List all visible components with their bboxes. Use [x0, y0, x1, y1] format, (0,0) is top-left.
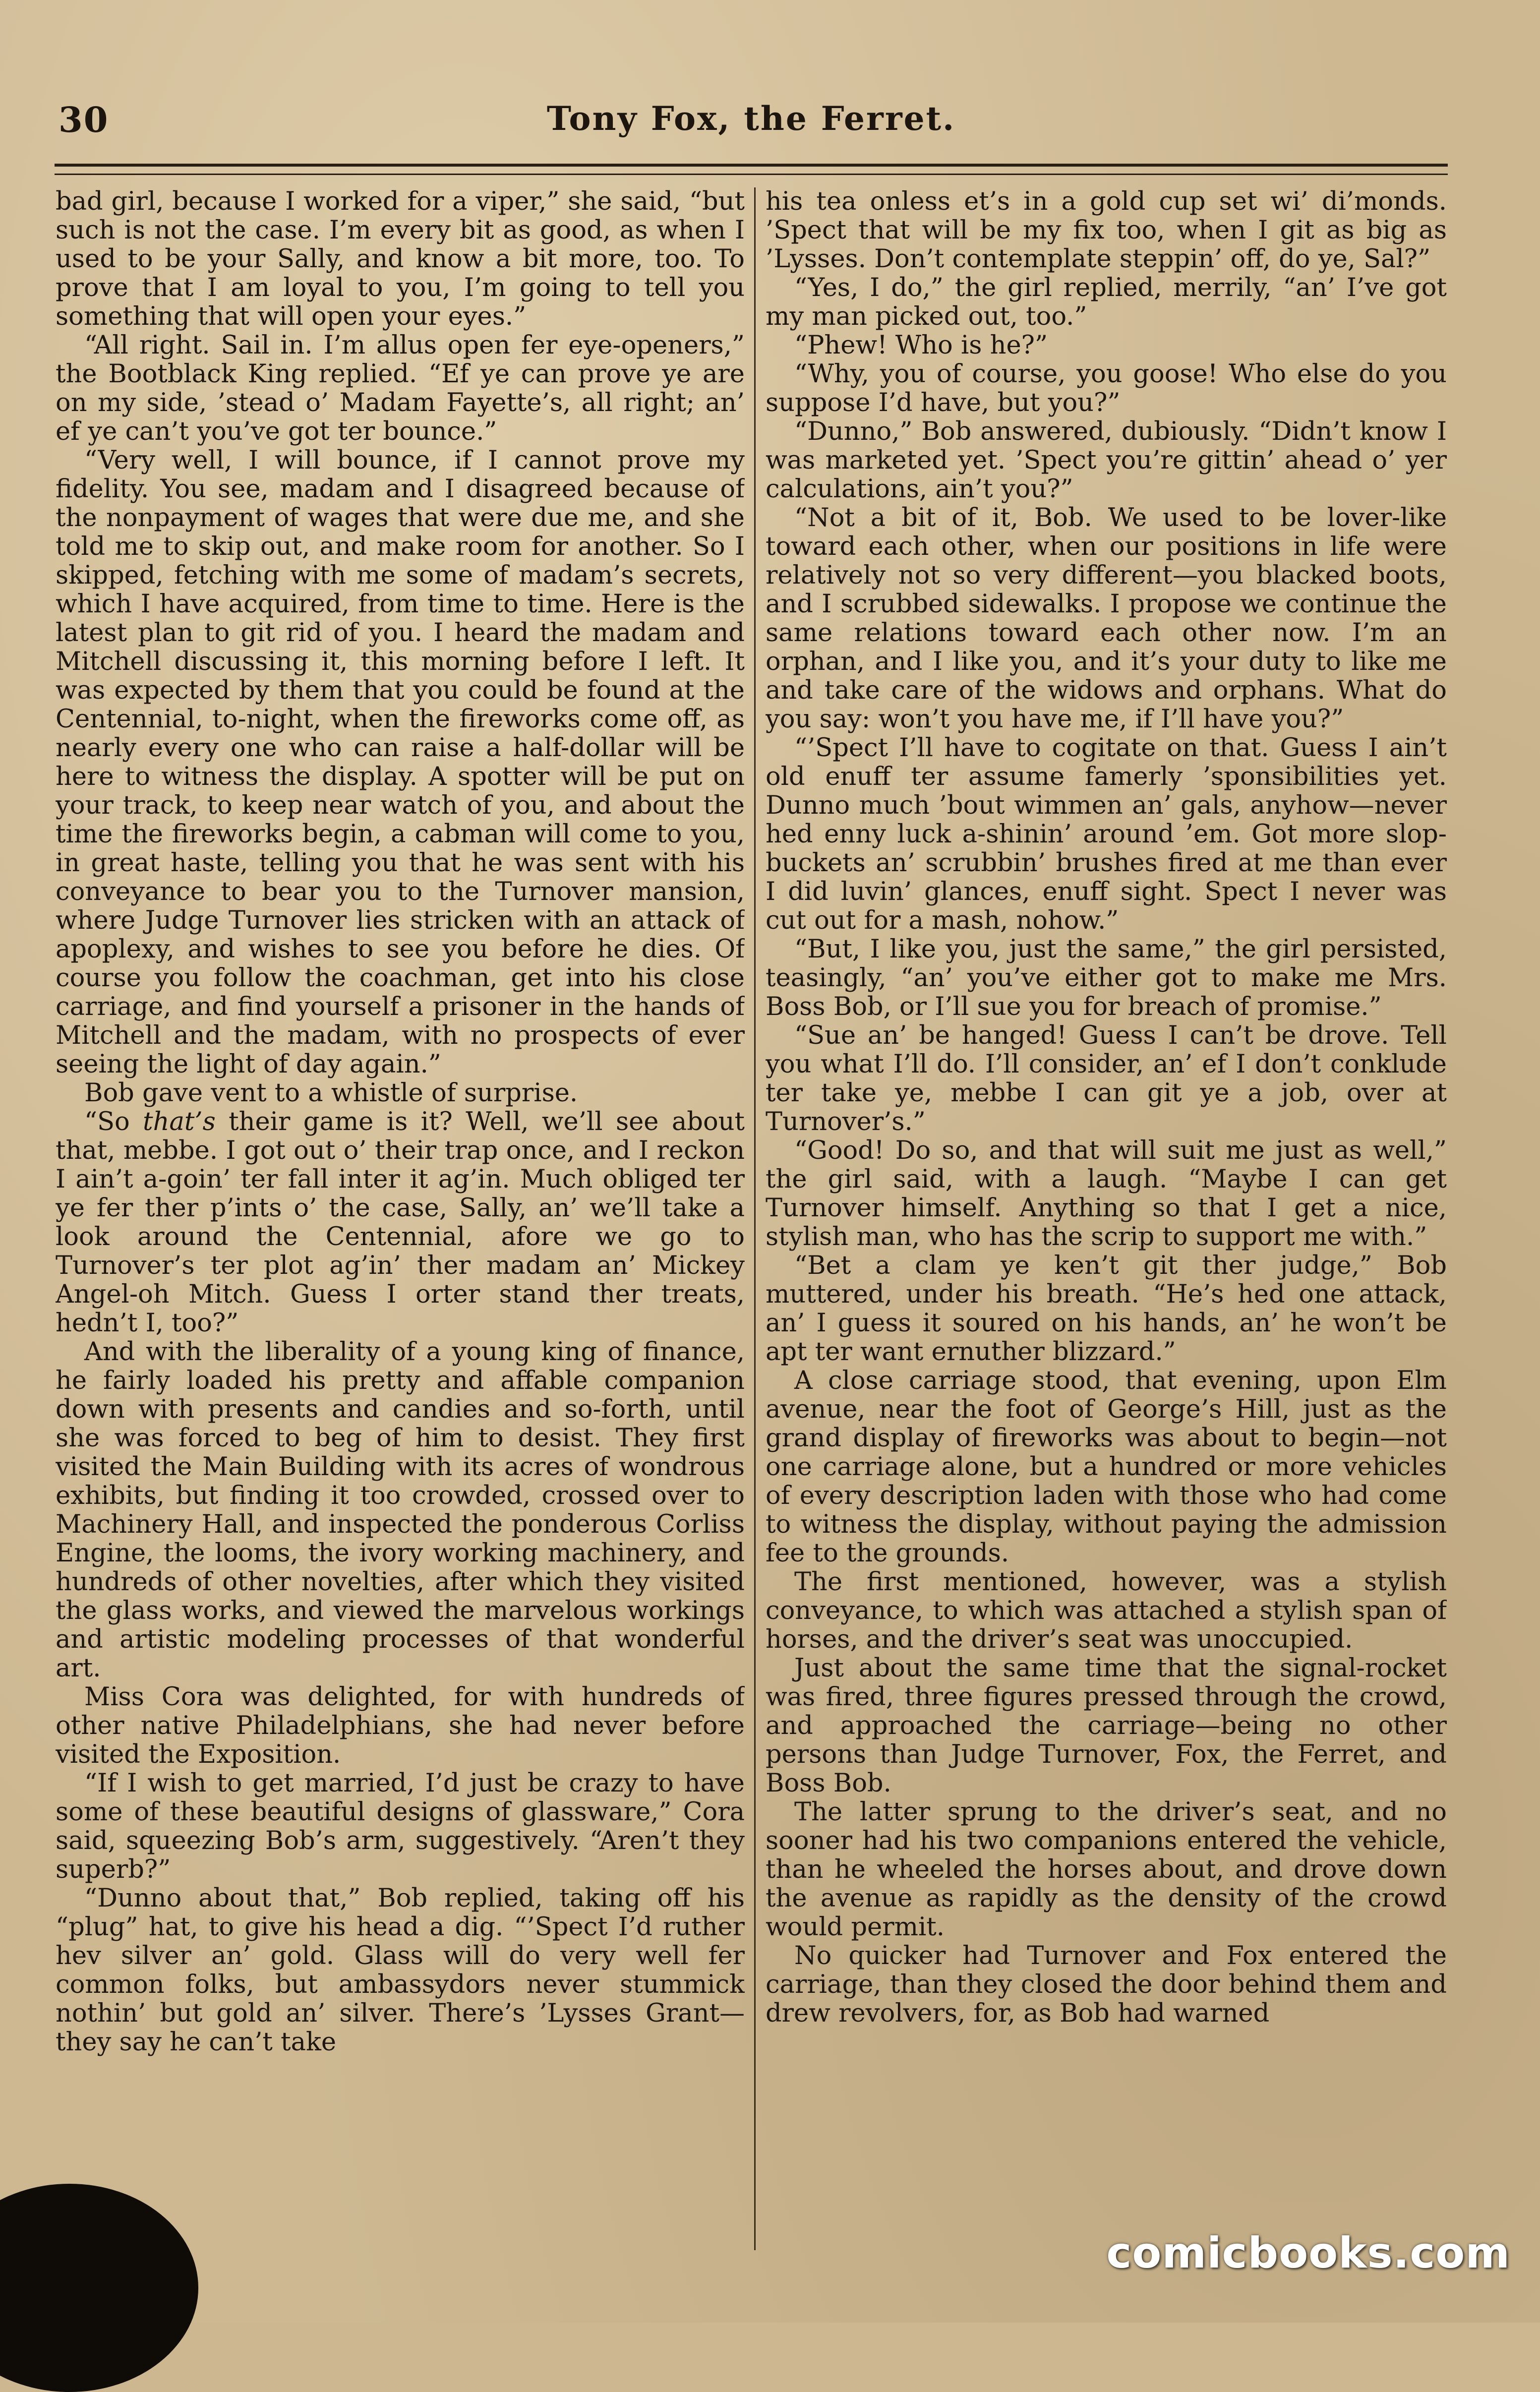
paragraph-text: The latter sprung to the driver’s seat, and no sooner had his two companions entered the vehicle, than he wheeled the horses about, and drove down the avenue as rapidly as the density of the crowd would permit. [766, 1797, 1447, 1942]
paragraph-text: “Phew! Who is he?” [794, 331, 1048, 360]
paragraph-text: Bob gave vent to a whistle of surprise. [84, 1078, 578, 1108]
paragraph [766, 331, 1447, 360]
right-column [766, 187, 1447, 2250]
paragraph [766, 360, 1447, 418]
paragraph [56, 446, 745, 1079]
page-header [55, 99, 1448, 154]
paragraph-text: “Yes, I do,” the girl replied, merrily, “an’ I’ve got my man picked out, too.” [766, 273, 1447, 331]
paragraph [766, 1798, 1447, 1942]
paragraph-text: “Not a bit of it, Bob. We used to be lover-like toward each other, when our positions in life were relatively not so very different—you blacked boots, and I scrubbed sidewalks. I propose we continue the same relations toward each other now. I’m an orphan, and I like you, and it’s your duty to like me and take care of the widows and orphans. What do you say: won’t you have me, if I’ll have you?” [766, 503, 1447, 734]
paragraph-text: “Bet a clam ye ken’t git ther judge,” Bob muttered, under his breath. “He’s hed one attack, an’ I guess it soured on his hands, an’ he won’t be apt ter want ernuther blizzard.” [766, 1251, 1447, 1367]
paragraph [56, 1884, 745, 2057]
paragraph [766, 1136, 1447, 1252]
paragraph [56, 1108, 745, 1338]
header-rule [55, 164, 1448, 175]
paragraph [766, 1252, 1447, 1367]
paragraph [766, 1568, 1447, 1654]
paragraph-text: Miss Cora was delighted, for with hundreds of other native Philadelphians, she had never before visited the Exposition. [56, 1682, 745, 1769]
paragraph-text: his tea onless et’s in a gold cup set wi’ di’monds. ’Spect that will be my fix too, when I git as big as ’Lysses. Don’t contemplate steppin’ off, do ye, Sal?” [766, 187, 1447, 274]
paragraph-text: “Sue an’ be hanged! Guess I can’t be drove. Tell you what I’ll do. I’ll consider, an’ ef I don’t conklude ter take ye, mebbe I can git ye a job, over at Turnover’s.” [766, 1021, 1447, 1136]
paragraph [56, 1079, 745, 1108]
paragraph [766, 1021, 1447, 1136]
paragraph [56, 331, 745, 446]
paragraph-text: And with the liberality of a young king of finance, he fairly loaded his pretty and affable companion down with presents and candies and so-forth, until she was forced to beg of him to desist. They first visited the Main Building with its acres of wondrous exhibits, but finding it too crowded, crossed over to Machinery Hall, and inspected the ponderous Corliss Engine, the looms, the ivory working machinery, and hundreds of other novelties, after which they visited the glass works, and viewed the marvelous workings and artistic modeling processes of that wonderful art. [56, 1337, 745, 1683]
paragraph [56, 1338, 745, 1683]
paragraph [766, 935, 1447, 1021]
paragraph [56, 1683, 745, 1769]
paragraph [766, 1367, 1447, 1568]
paragraph-text: Just about the same time that the signal-rocket was fired, three figures pressed through the crowd, and approached the carriage—being no other persons than Judge Turnover, Fox, the Ferret, and Boss Bob. [766, 1654, 1447, 1798]
paragraph-text: The first mentioned, however, was a stylish conveyance, to which was attached a stylish span of horses, and the driver’s seat was unoccupied. [766, 1567, 1447, 1654]
paragraph [766, 1654, 1447, 1798]
emphasis: that’s [143, 1107, 216, 1136]
paragraph-text: “But, I like you, just the same,” the girl persisted, teasingly, “an’ you’ve either got to make me Mrs. Boss Bob, or I’ll sue you for breach of promise.” [766, 935, 1447, 1021]
paragraph [766, 418, 1447, 504]
paragraph [766, 274, 1447, 331]
paragraph-text: “’Spect I’ll have to cogitate on that. Guess I ain’t old enuff ter assume famerly ’sponsibilities yet. Dunno much ’bout wimmen an’ gals, anyhow—never hed enny luck a-shinin’ around ’em. Got more slop-buckets an’ scrubbin’ brushes fired at me than ever I did luvin’ glances, enuff sight. Spect I never was cut out for a mash, nohow.” [766, 733, 1447, 935]
paragraph [766, 504, 1447, 734]
watermark: comicbooks.com [1106, 2228, 1510, 2278]
page-number: 30 [59, 99, 109, 140]
paragraph-text: “Why, you of course, you goose! Who else do you suppose I’d have, but you?” [766, 359, 1447, 418]
paragraph [766, 734, 1447, 935]
paragraph-text: A close carriage stood, that evening, upon Elm avenue, near the foot of George’s Hill, just as the grand display of fireworks was about to begin—not one carriage alone, but a hundred or more vehicles of every description laden with those who had come to witness the display, without paying the admission fee to the grounds. [766, 1366, 1447, 1568]
paragraph-text: “Dunno about that,” Bob replied, taking off his “plug” hat, to give his head a dig. “’Spect I’d ruther hev silver an’ gold. Glass will do very well fer common folks, but ambassydors never stummick nothin’ but gold an’ silver. There’s ’Lysses Grant—they say he can’t take [56, 1884, 745, 2057]
paragraph-text: “So [84, 1107, 143, 1136]
paragraph-text: No quicker had Turnover and Fox entered the carriage, than they closed the door behind them and drew revolvers, for, as Bob had warned [766, 1941, 1447, 2028]
paragraph-text: “All right. Sail in. I’m allus open fer eye-openers,” the Bootblack King replied. “Ef ye can prove ye are on my side, ’stead o’ Madam Fayette’s, all right; an’ ef ye can’t you’ve got ter bounce.” [56, 331, 745, 446]
paragraph [56, 187, 745, 331]
running-title: Tony Fox, the Ferret. [546, 99, 956, 138]
paragraph [766, 1942, 1447, 2028]
paragraph-text: bad girl, because I worked for a viper,” she said, “but such is not the case. I’m every bit as good, as when I used to be your Sally, and know a bit more, too. To prove that I am loyal to you, I’m going to tell you something that will open your eyes.” [56, 187, 745, 331]
paragraph-text: “If I wish to get married, I’d just be crazy to have some of these beautiful designs of glassware,” Cora said, squeezing Bob’s arm, suggestively. “Aren’t they superb?” [56, 1769, 745, 1884]
left-column [56, 187, 745, 2250]
paragraph-text: “Very well, I will bounce, if I cannot prove my fidelity. You see, madam and I disagreed because of the nonpayment of wages that were due me, and she told me to skip out, and make room for another. So I skipped, fetching with me some of madam’s secrets, which I have acquired, from time to time. Here is the latest plan to git rid of you. I heard the madam and Mitchell discussing it, this morning before I left. It was expected by them that you could be found at the Centennial, to-night, when the fireworks come off, as nearly every one who can raise a half-dollar will be here to witness the display. A spotter will be put on your track, to keep near watch of you, and about the time the fireworks begin, a cabman will come to you, in great haste, telling you that he was sent with his conveyance to bear you to the Turnover mansion, where Judge Turnover lies stricken with an attack of apoplexy, and wishes to see you before he dies. Of course you follow the coachman, get into his close carriage, and find yourself a prisoner in the hands of Mitchell and the madam, with no prospects of ever seeing the light of day again.” [56, 446, 745, 1079]
paragraph-text: “Dunno,” Bob answered, dubiously. “Didn’t know I was marketed yet. ’Spect you’re gittin’ ahead o’ yer calculations, ain’t you?” [766, 417, 1447, 504]
paragraph-text: their game is it? Well, we’ll see about that, mebbe. I got out o’ their trap once, and I reckon I ain’t a-goin’ ter fall inter it ag’in. Much obliged ter ye fer ther p’ints o’ the case, Sally, an’ we’ll take a look around the Centennial, afore we go to Turnover’s ter plot ag’in’ ther madam an’ Mickey Angel-oh Mitch. Guess I orter stand ther treats, hedn’t I, too?” [56, 1107, 745, 1338]
paragraph-text: “Good! Do so, and that will suit me just as well,” the girl said, with a laugh. “Maybe I can get Turnover himself. Anything so that I get a nice, stylish man, who has the scrip to support me with.” [766, 1136, 1447, 1252]
column-divider [754, 187, 756, 2250]
paragraph [766, 187, 1447, 274]
paragraph [56, 1769, 745, 1884]
